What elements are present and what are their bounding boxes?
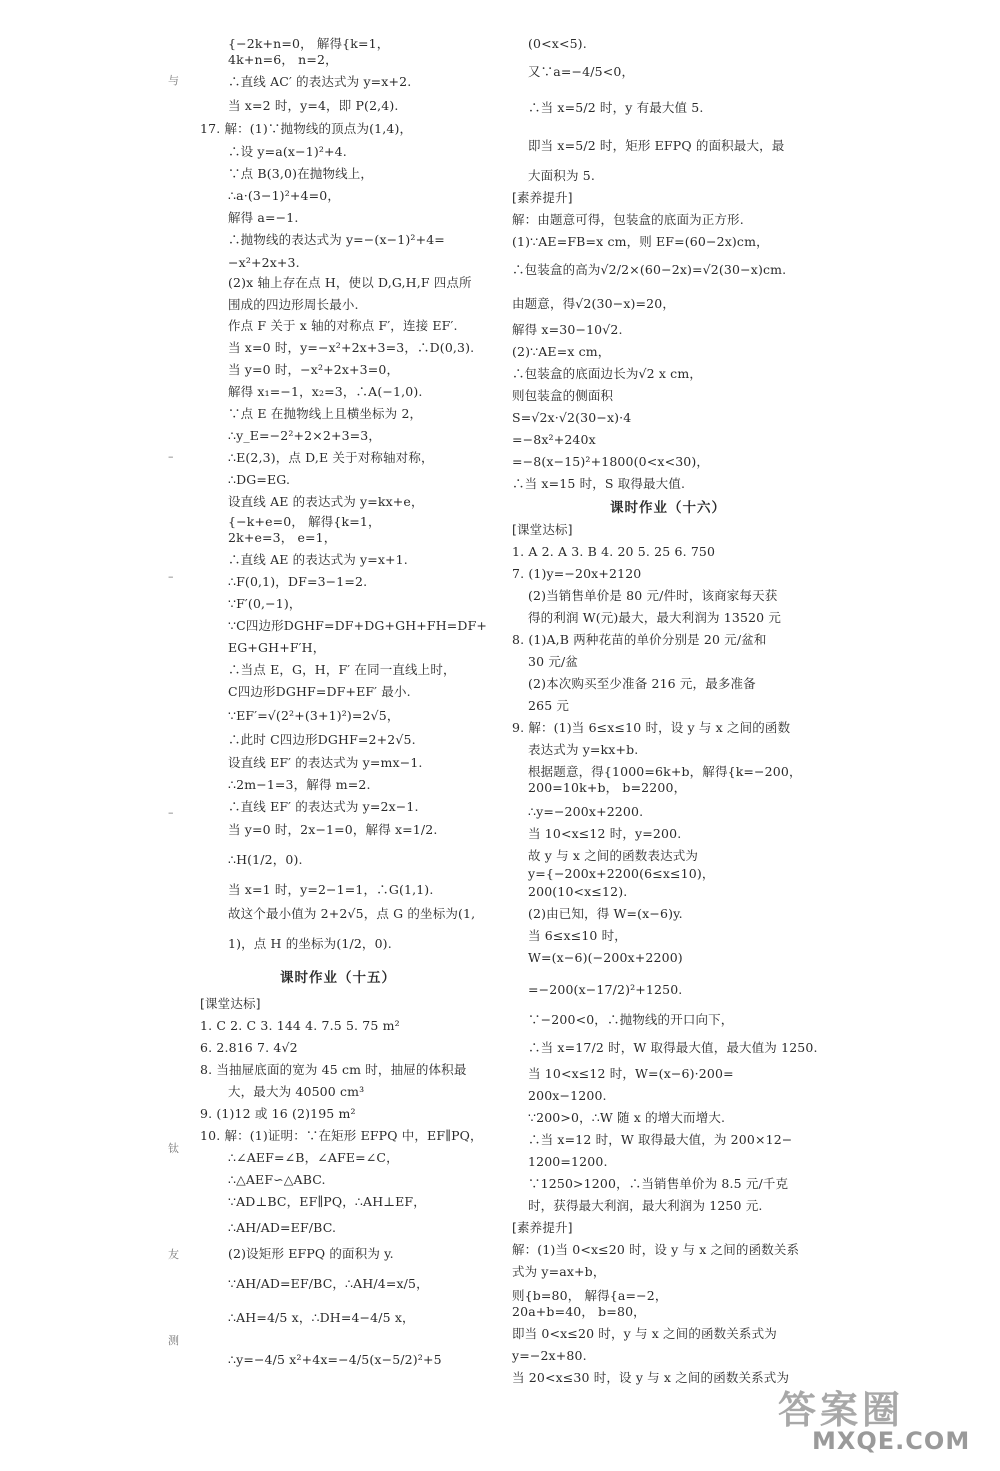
text-line: 当 10<x≤12 时，W=(x−6)·200=	[528, 1066, 734, 1081]
text-line: EG+GH+F′H，	[228, 640, 326, 655]
text-line: ∴y_E=−2²+2×2+3=3，	[228, 428, 382, 443]
text-line: ∴∠AEF=∠B，∠AFE=∠C，	[228, 1150, 399, 1165]
section-label: [素养提升]	[512, 190, 573, 205]
text-line: 20a+b=40， b=80，	[512, 1304, 646, 1319]
text-line: (2)由已知，得 W=(x−6)y.	[528, 906, 683, 921]
text-line: ∴y=−4/5 x²+4x=−4/5(x−5/2)²+5	[228, 1352, 442, 1367]
margin-mark: 钛	[168, 1142, 179, 1155]
text-line: (2)本次购买至少准备 216 元，最多准备	[528, 676, 756, 691]
text-line: 即当 0<x≤20 时，y 与 x 之间的函数关系式为	[512, 1326, 777, 1341]
left-column	[200, 0, 500, 1471]
text-line: 2k+e=3， e=1，	[228, 530, 337, 545]
text-line: 当 6≤x≤10 时，	[528, 928, 627, 943]
text-line: ∴H(1/2，0).	[228, 852, 303, 867]
text-line: 得的利润 W(元)最大，最大利润为 13520 元	[528, 610, 782, 625]
text-line: 1. A 2. A 3. B 4. 20 5. 25 6. 750	[512, 544, 716, 559]
text-line: 则包装盒的侧面积	[512, 388, 614, 403]
text-line: 解：(1)当 0<x≤20 时，设 y 与 x 之间的函数关系	[512, 1242, 800, 1257]
text-line: ∴AH=4/5 x，∴DH=4−4/5 x，	[228, 1310, 415, 1325]
text-line: ∴设 y=a(x−1)²+4.	[228, 144, 347, 159]
text-line: ∵AD⊥BC，EF∥PQ，∴AH⊥EF，	[228, 1194, 426, 1209]
margin-mark: 与	[168, 74, 179, 87]
text-line: ∵1250>1200，∴当销售单价为 8.5 元/千克	[528, 1176, 789, 1191]
text-line: ∴a·(3−1)²+4=0，	[228, 188, 340, 203]
text-line: 200=10k+b， b=2200，	[528, 780, 687, 795]
text-line: ∴包装盒的高为√2/2×(60−2x)=√2(30−x)cm.	[512, 262, 787, 277]
margin-mark: 测	[168, 1334, 179, 1347]
text-line: ∴包装盒的底面边长为√2 x cm，	[512, 366, 702, 381]
text-line: ∴E(2,3)，点 D,E 关于对称轴对称，	[228, 450, 434, 465]
text-line: {−k+e=0， 解得{k=1，	[228, 514, 381, 529]
text-line: 则{b=80， 解得{a=−2，	[512, 1288, 668, 1303]
text-line: ∵C四边形DGHF=DF+DG+GH+FH=DF+	[228, 618, 488, 633]
text-line: ∴y=−200x+2200.	[528, 804, 644, 819]
text-line: 当 20<x≤30 时，设 y 与 x 之间的函数关系式为	[512, 1370, 790, 1385]
section-label: [课堂达标]	[512, 522, 573, 537]
text-line: (2)设矩形 EFPQ 的面积为 y.	[228, 1246, 394, 1261]
text-line: 表达式为 y=kx+b.	[528, 742, 639, 757]
text-line: 200(10<x≤12).	[528, 884, 628, 899]
text-line: 4k+n=6， n=2，	[228, 52, 338, 67]
text-line: 当 y=0 时，2x−1=0，解得 x=1/2.	[228, 822, 438, 837]
text-line: 大，最大为 40500 cm³	[228, 1084, 365, 1099]
text-line: 1. C 2. C 3. 144 4. 7.5 5. 75 m²	[200, 1018, 400, 1033]
text-line: 9. 解：(1)当 6≤x≤10 时，设 y 与 x 之间的函数	[512, 720, 791, 735]
text-line: ∵200>0，∴W 随 x 的增大而增大.	[528, 1110, 726, 1125]
text-line: ∵−200<0，∴抛物线的开口向下，	[528, 1012, 734, 1027]
text-line: 即当 x=5/2 时，矩形 EFPQ 的面积最大，最	[528, 138, 785, 153]
text-line: (0<x<5).	[528, 36, 587, 51]
text-line: ∴直线 AE 的表达式为 y=x+1.	[228, 552, 408, 567]
text-line: 解得 x₁=−1，x₂=3，∴A(−1,0).	[228, 384, 423, 399]
text-line: 10. 解：(1)证明：∵在矩形 EFPQ 中，EF∥PQ，	[200, 1128, 483, 1143]
text-line: −x²+2x+3.	[228, 255, 300, 270]
margin-mark: –	[168, 806, 174, 819]
text-line: 故这个最小值为 2+2√5，点 G 的坐标为(1,	[228, 906, 476, 921]
text-line: 大面积为 5.	[528, 168, 595, 183]
text-line: 设直线 AE 的表达式为 y=kx+e，	[228, 494, 424, 509]
text-line: ∴2m−1=3，解得 m=2.	[228, 777, 371, 792]
section-label: [课堂达标]	[200, 996, 261, 1011]
text-line: 6. 2.816 7. 4√2	[200, 1040, 298, 1055]
watermark	[778, 1379, 978, 1459]
section-title: 课时作业（十六）	[610, 500, 726, 516]
text-line: =−8(x−15)²+1800(0<x<30)，	[512, 454, 710, 469]
text-line: W=(x−6)(−200x+2200)	[528, 950, 683, 965]
text-line: C四边形DGHF=DF+EF′ 最小.	[228, 684, 411, 699]
text-line: 解得 a=−1.	[228, 210, 299, 225]
text-line: ∴AH/AD=EF/BC.	[228, 1220, 337, 1235]
text-line: y={−200x+2200(6≤x≤10)，	[528, 866, 715, 881]
text-line: 设直线 EF′ 的表达式为 y=mx−1.	[228, 755, 423, 770]
text-line: 30 元/盆	[528, 654, 578, 669]
text-line: S=√2x·√2(30−x)·4	[512, 410, 632, 425]
text-line: 1200=1200.	[528, 1154, 608, 1169]
text-line: 17. 解：(1)∵抛物线的顶点为(1,4)，	[200, 121, 413, 136]
text-line: 由题意，得√2(30−x)=20，	[512, 296, 676, 311]
text-line: ∵点 E 在抛物线上且横坐标为 2，	[228, 406, 423, 421]
text-line: ∵EF′=√(2²+(3+1)²)=2√5，	[228, 708, 400, 723]
text-line: ∴当 x=17/2 时，W 取得最大值，最大值为 1250.	[528, 1040, 818, 1055]
text-line: 解得 x=30−10√2.	[512, 322, 623, 337]
text-line: ∴当 x=12 时，W 取得最大值，为 200×12−	[528, 1132, 793, 1147]
text-line: 围成的四边形周长最小.	[228, 297, 359, 312]
watermark-url: MXQE.COM	[812, 1427, 971, 1455]
text-line: 当 x=2 时，y=4，即 P(2,4).	[228, 98, 399, 113]
margin-mark: –	[168, 450, 174, 463]
watermark-logo-text: 答案圈	[778, 1388, 905, 1432]
text-line: ∵F′(0,−1)，	[228, 596, 302, 611]
text-line: 故 y 与 x 之间的函数表达式为	[528, 848, 699, 863]
text-line: 9. (1)12 或 16 (2)195 m²	[200, 1106, 356, 1121]
margin-mark: –	[168, 570, 174, 583]
text-line: (2)当销售单价是 80 元/件时，该商家每天获	[528, 588, 778, 603]
text-line: =−8x²+240x	[512, 432, 596, 447]
text-line: 200x−1200.	[528, 1088, 607, 1103]
text-line: 作点 F 关于 x 轴的对称点 F′，连接 EF′.	[228, 318, 458, 333]
text-line: y=−2x+80.	[512, 1348, 587, 1363]
margin-mark: 友	[168, 1248, 179, 1261]
text-line: =−200(x−17/2)²+1250.	[528, 982, 683, 997]
text-line: {−2k+n=0， 解得{k=1，	[228, 36, 390, 51]
text-line: (2)∵AE=x cm，	[512, 344, 611, 359]
text-line: 当 10<x≤12 时，y=200.	[528, 826, 682, 841]
text-line: 又∵a=−4/5<0，	[528, 64, 635, 79]
text-line: 式为 y=ax+b，	[512, 1264, 606, 1279]
text-line: ∴此时 C四边形DGHF=2+2√5.	[228, 732, 416, 747]
text-line: 当 y=0 时，−x²+2x+3=0，	[228, 362, 400, 377]
right-column	[512, 0, 818, 1471]
text-line: ∴F(0,1)，DF=3−1=2.	[228, 574, 368, 589]
text-line: 解：由题意可得，包装盒的底面为正方形.	[512, 212, 744, 227]
text-line: ∴当 x=5/2 时，y 有最大值 5.	[528, 100, 704, 115]
section-title: 课时作业（十五）	[280, 970, 396, 986]
text-line: 8. 当抽屉底面的宽为 45 cm 时，抽屉的体积最	[200, 1062, 467, 1077]
text-line: ∴直线 EF′ 的表达式为 y=2x−1.	[228, 799, 419, 814]
text-line: 7. (1)y=−20x+2120	[512, 566, 642, 581]
text-line: ∵AH/AD=EF/BC，∴AH/4=x/5，	[228, 1276, 429, 1291]
section-label: [素养提升]	[512, 1220, 573, 1235]
text-line: ∴直线 AC′ 的表达式为 y=x+2.	[228, 74, 412, 89]
text-line: (1)∵AE=FB=x cm，则 EF=(60−2x)cm，	[512, 234, 769, 249]
text-line: 当 x=1 时，y=2−1=1，∴G(1,1).	[228, 882, 434, 897]
text-line: ∴当 x=15 时，S 取得最大值.	[512, 476, 686, 491]
text-line: 1)，点 H 的坐标为(1/2，0).	[228, 936, 392, 951]
text-line: ∴△AEF∽△ABC.	[228, 1172, 326, 1187]
text-line: 时，获得最大利润，最大利润为 1250 元.	[528, 1198, 763, 1213]
text-line: (2)x 轴上存在点 H，使以 D,G,H,F 四点所	[228, 275, 472, 290]
text-line: 当 x=0 时，y=−x²+2x+3=3，∴D(0,3).	[228, 340, 475, 355]
text-line: ∴抛物线的表达式为 y=−(x−1)²+4=	[228, 232, 445, 247]
text-line: ∴DG=EG.	[228, 472, 291, 487]
text-line: 265 元	[528, 698, 570, 713]
text-line: ∵点 B(3,0)在抛物线上，	[228, 166, 374, 181]
text-line: 根据题意，得{1000=6k+b，解得{k=−200，	[528, 764, 802, 779]
text-line: 8. (1)A,B 两种花苗的单价分别是 20 元/盆和	[512, 632, 767, 647]
text-line: ∴当点 E，G，H，F′ 在同一直线上时，	[228, 662, 456, 677]
